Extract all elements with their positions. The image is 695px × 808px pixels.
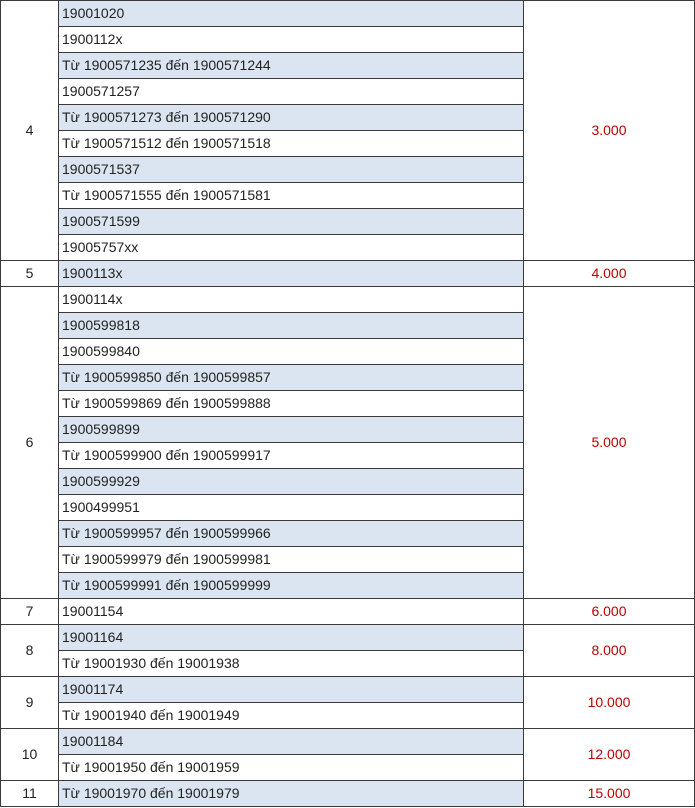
row-number-cell: 9 — [1, 677, 59, 729]
price-cell: 12.000 — [524, 729, 695, 781]
phone-number-cell: 19001184 — [59, 729, 524, 755]
table-row — [1, 677, 695, 703]
phone-number-cell: Từ 1900599900 đến 1900599917 — [59, 443, 524, 469]
phone-number-cell: Từ 1900571555 đến 1900571581 — [59, 183, 524, 209]
phone-number-cell: Từ 1900571273 đến 1900571290 — [59, 105, 524, 131]
price-table-body — [1, 1, 695, 807]
phone-number-cell: Từ 1900599979 đến 1900599981 — [59, 547, 524, 573]
phone-number-cell: Từ 19001930 đến 19001938 — [59, 651, 524, 677]
phone-number-cell: Từ 1900571512 đến 1900571518 — [59, 131, 524, 157]
phone-number-cell: Từ 1900599869 đến 1900599888 — [59, 391, 524, 417]
phone-number-cell: 19001020 — [59, 1, 524, 27]
phone-number-cell: 19001164 — [59, 625, 524, 651]
phone-number-cell: Từ 1900599957 đến 1900599966 — [59, 521, 524, 547]
row-number-cell: 10 — [1, 729, 59, 781]
phone-number-cell: 1900599899 — [59, 417, 524, 443]
phone-number-cell: 1900114x — [59, 287, 524, 313]
phone-number-cell: 1900571537 — [59, 157, 524, 183]
phone-number-cell: 1900571257 — [59, 79, 524, 105]
table-row — [1, 599, 695, 625]
row-number-cell: 8 — [1, 625, 59, 677]
price-cell: 6.000 — [524, 599, 695, 625]
table-row — [1, 625, 695, 651]
row-number-cell: 4 — [1, 1, 59, 261]
phone-number-cell: 1900112x — [59, 27, 524, 53]
phone-number-cell: 19005757xx — [59, 235, 524, 261]
phone-number-cell: Từ 19001940 đến 19001949 — [59, 703, 524, 729]
phone-number-cell: Từ 19001970 đến 19001979 — [59, 781, 524, 807]
table-row — [1, 287, 695, 313]
price-cell: 5.000 — [524, 287, 695, 599]
row-number-cell: 5 — [1, 261, 59, 287]
row-number-cell: 6 — [1, 287, 59, 599]
price-cell: 8.000 — [524, 625, 695, 677]
row-number-cell: 11 — [1, 781, 59, 807]
phone-number-cell: 1900599840 — [59, 339, 524, 365]
phone-number-cell: Từ 1900599991 đến 1900599999 — [59, 573, 524, 599]
phone-number-cell: 1900113x — [59, 261, 524, 287]
price-cell: 10.000 — [524, 677, 695, 729]
table-row — [1, 781, 695, 807]
phone-number-cell: 1900599818 — [59, 313, 524, 339]
phone-number-cell: Từ 1900599850 đến 1900599857 — [59, 365, 524, 391]
table-row — [1, 729, 695, 755]
phone-number-cell: 19001154 — [59, 599, 524, 625]
price-cell: 4.000 — [524, 261, 695, 287]
phone-number-cell: 1900499951 — [59, 495, 524, 521]
phone-number-cell: 1900599929 — [59, 469, 524, 495]
phone-number-cell: 1900571599 — [59, 209, 524, 235]
phone-number-cell: Từ 19001950 đến 19001959 — [59, 755, 524, 781]
table-row — [1, 261, 695, 287]
phone-number-cell: Từ 1900571235 đến 1900571244 — [59, 53, 524, 79]
table-row — [1, 1, 695, 27]
row-number-cell: 7 — [1, 599, 59, 625]
price-cell: 15.000 — [524, 781, 695, 807]
phone-number-cell: 19001174 — [59, 677, 524, 703]
price-cell: 3.000 — [524, 1, 695, 261]
